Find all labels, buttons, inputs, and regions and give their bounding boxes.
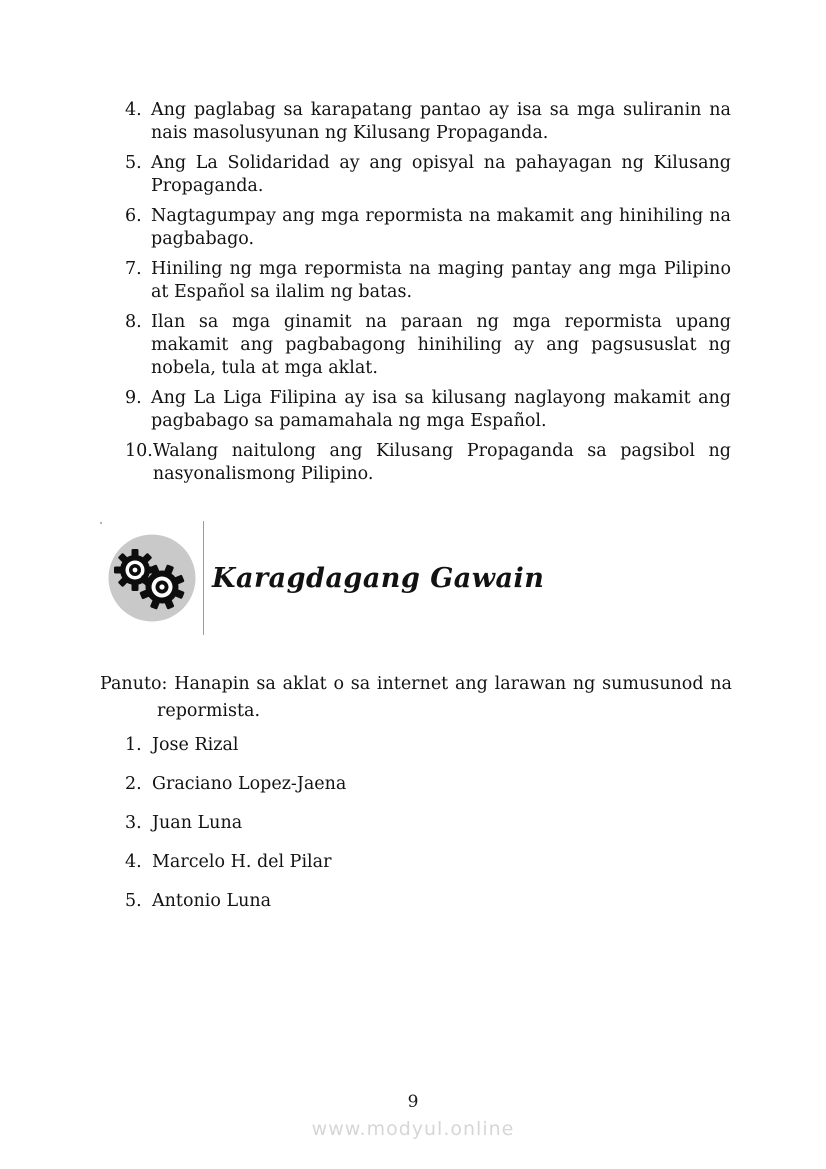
name-item <box>125 773 346 796</box>
instructions <box>100 671 732 725</box>
statement-item <box>125 205 731 251</box>
watermark: www.modyul.online <box>311 1118 515 1140</box>
names-list <box>125 734 346 929</box>
statement-text: Ang paglabag sa karapatang pantao ay isa sa mga suliranin na nais masolusyunan ng Kilusang Propaganda. <box>151 100 731 143</box>
scan-artifact-dot <box>100 522 102 524</box>
statement-text: Ang La Liga Filipina ay isa sa kilusang naglayong makamit ang pagbabago sa pamamahala ng mga Español. <box>151 388 731 431</box>
statement-text: Walang naitulong ang Kilusang Propaganda sa pagsibol ng nasyonalismong Pilipino. <box>152 441 731 484</box>
statement-item <box>125 258 731 304</box>
statement-text: Hiniling ng mga repormista na maging pantay ang mga Pilipino at Español sa ilalim ng batas. <box>151 259 731 302</box>
name-item <box>125 734 346 757</box>
name-text: Antonio Luna <box>152 891 272 911</box>
statement-text: Nagtagumpay ang mga repormista na makamit ang hinihiling na pagbabago. <box>151 206 731 249</box>
statement-text: Ang La Solidaridad ay ang opisyal na pahayagan ng Kilusang Propaganda. <box>151 153 731 196</box>
statement-number: 9. <box>125 388 142 408</box>
name-text: Marcelo H. del Pilar <box>152 852 332 872</box>
statement-number: 5. <box>125 153 142 173</box>
gears-icon <box>108 534 196 622</box>
statement-number: 6. <box>125 206 142 226</box>
statement-item <box>125 311 731 380</box>
statement-item <box>125 387 731 433</box>
statement-text: Ilan sa mga ginamit na paraan ng mga repormista upang makamit ang pagbabagong hinihiling ay ang pagsususlat ng nobela, tula at mga aklat. <box>151 312 731 378</box>
name-item <box>125 812 346 835</box>
name-text: Graciano Lopez-Jaena <box>152 774 347 794</box>
name-text: Juan Luna <box>152 813 243 833</box>
name-number: 1. <box>125 735 142 755</box>
instructions-text: Hanapin sa aklat o sa internet ang larawan ng sumusunod na repormista. <box>157 674 732 721</box>
name-text: Jose Rizal <box>152 735 239 755</box>
statement-number: 4. <box>125 100 142 120</box>
name-number: 5. <box>125 891 142 911</box>
page-number: 9 <box>407 1092 419 1112</box>
section-title: Karagdagang Gawain <box>212 562 545 594</box>
section-header <box>108 521 544 635</box>
statement-number: 10. <box>125 441 153 461</box>
name-item <box>125 851 346 874</box>
statement-item <box>125 99 731 145</box>
statement-number: 8. <box>125 312 142 332</box>
name-number: 2. <box>125 774 142 794</box>
statement-item <box>125 152 731 198</box>
instructions-label: Panuto: <box>100 674 168 694</box>
statement-item <box>125 440 731 486</box>
name-number: 3. <box>125 813 142 833</box>
name-number: 4. <box>125 852 142 872</box>
header-divider <box>203 521 204 635</box>
name-item <box>125 890 346 913</box>
statements-list <box>125 99 731 493</box>
statement-number: 7. <box>125 259 142 279</box>
